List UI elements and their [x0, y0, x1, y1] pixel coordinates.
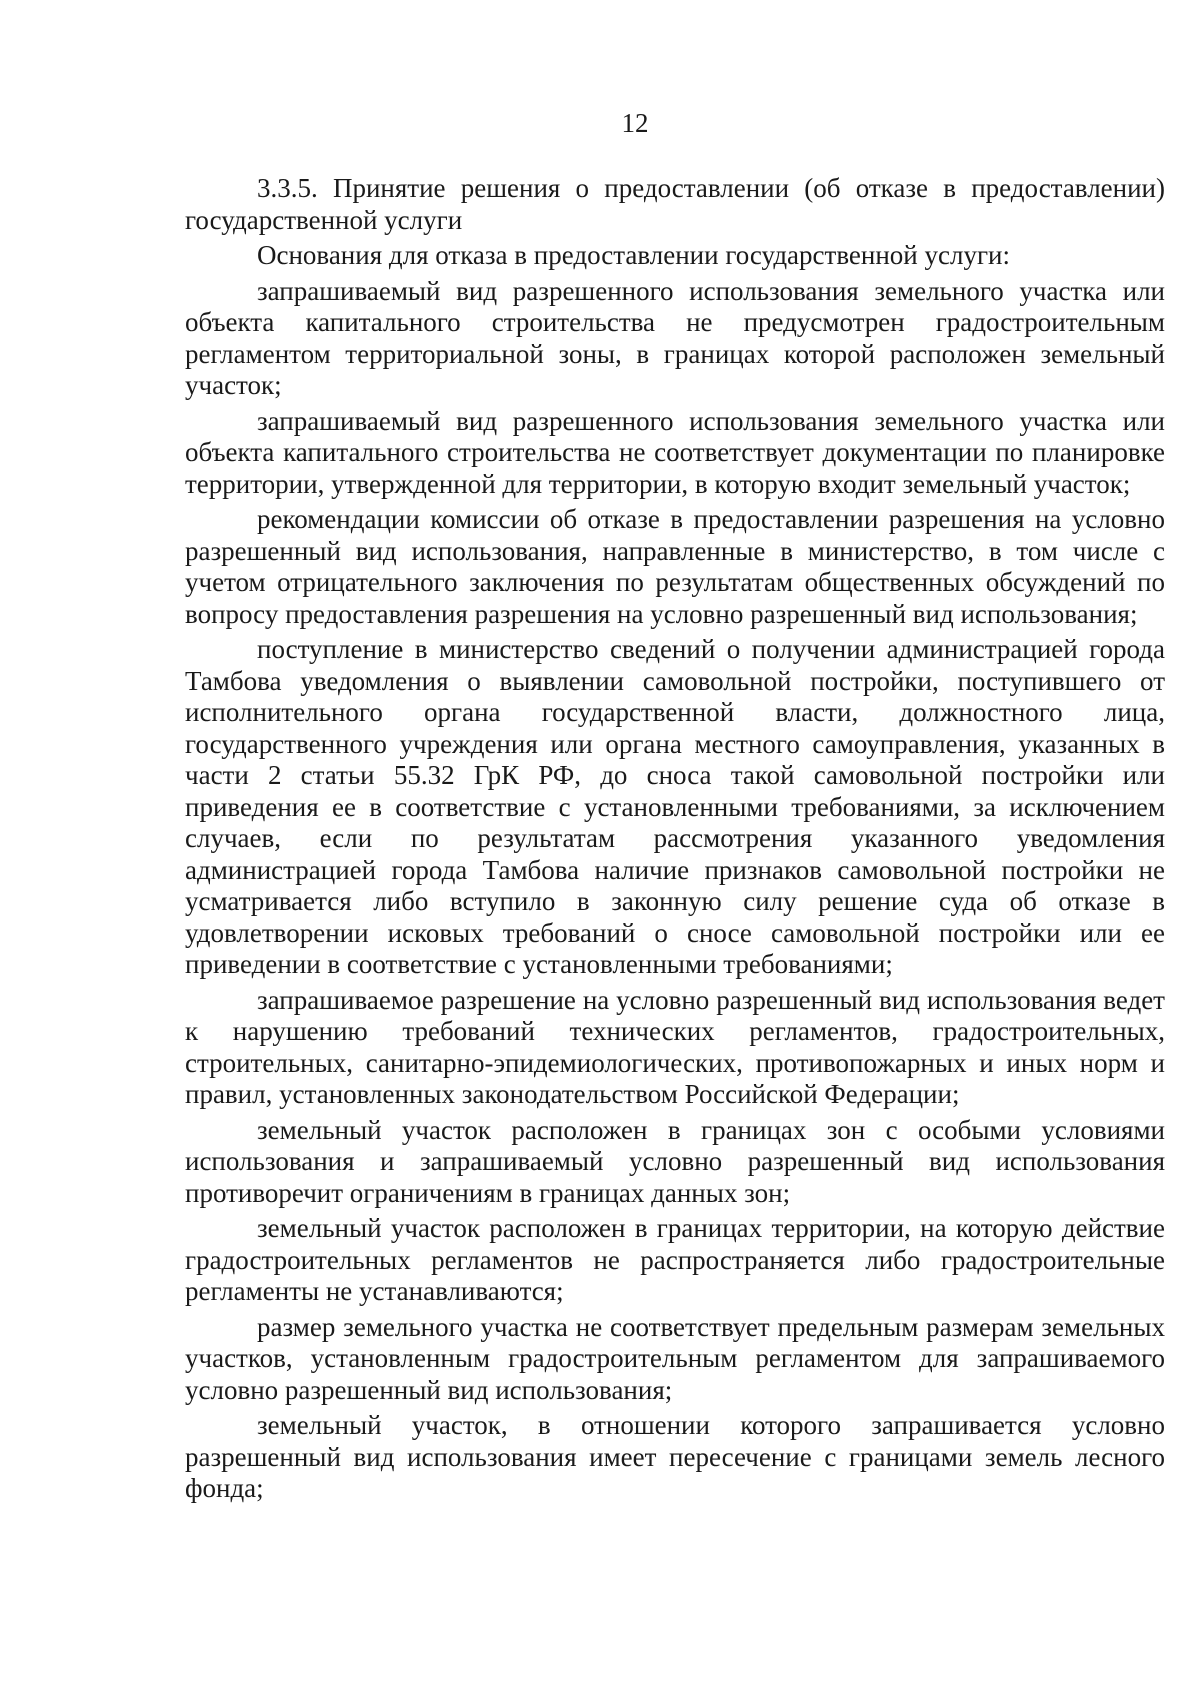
list-item: размер земельного участка не соответствует предельным размерам земельных участков, установленным градостроительным регламентом для запрашиваемого условно разрешенный вид использования;	[185, 1311, 1165, 1405]
list-item: запрашиваемый вид разрешенного использования земельного участка или объекта капитального строительства не предусмотрен градостроительным регламентом территориальной зоны, в границах которой расположен земельный участок;	[185, 275, 1165, 400]
list-item: рекомендации комиссии об отказе в предоставлении разрешения на условно разрешенный вид использования, направленные в министерство, в том числе с учетом отрицательного заключения по результатам общественных обсуждений по вопросу предоставления разрешения на условно разрешенный вид использования;	[185, 504, 1165, 629]
list-item: запрашиваемый вид разрешенного использования земельного участка или объекта капитального строительства не соответствует документации по планировке территории, утвержденной для территории, в которую входит земельный участок;	[185, 405, 1165, 499]
section-heading: 3.3.5. Принятие решения о предоставлении (об отказе в предоставлении) государственной услуги	[185, 173, 1165, 235]
list-item: земельный участок расположен в границах зон с особыми условиями использования и запрашиваемый условно разрешенный вид использования противоречит ограничениям в границах данных зон;	[185, 1114, 1165, 1208]
grounds-intro: Основания для отказа в предоставлении государственной услуги:	[257, 240, 1010, 270]
page-number: 12	[621, 108, 649, 138]
list-item: земельный участок расположен в границах территории, на которую действие градостроительных регламентов не распространяется либо градостроительные регламенты не устанавливаются;	[185, 1213, 1165, 1306]
list-item: земельный участок, в отношении которого запрашивается условно разрешенный вид использования имеет пересечение с границами земель лесного фонда;	[185, 1410, 1165, 1503]
list-item: запрашиваемое разрешение на условно разрешенный вид использования ведет к нарушению требований технических регламентов, градостроительных, строительных, санитарно-эпидемиологических, противопожарных и иных норм и правил, установленных законодательством Российской Федерации;	[185, 984, 1165, 1109]
list-item: поступление в министерство сведений о получении администрацией города Тамбова уведомления о выявлении самовольной постройки, поступившего от исполнительного органа государственной власти, должностного лица, государственного учреждения или органа местного самоуправления, указанных в части 2 статьи 55.32 ГрК РФ, до сноса такой самовольной постройки или приведения ее в соответствие с установленными требованиями, за исключением случаев, если по результатам рассмотрения указанного уведомления администрацией города Тамбова наличие признаков самовольной постройки не усматривается либо вступило в законную силу решение суда об отказе в удовлетворении исковых требований о сносе самовольной постройки или ее приведении в соответствие с установленными требованиями;	[185, 634, 1165, 979]
document-body	[185, 173, 1165, 1505]
